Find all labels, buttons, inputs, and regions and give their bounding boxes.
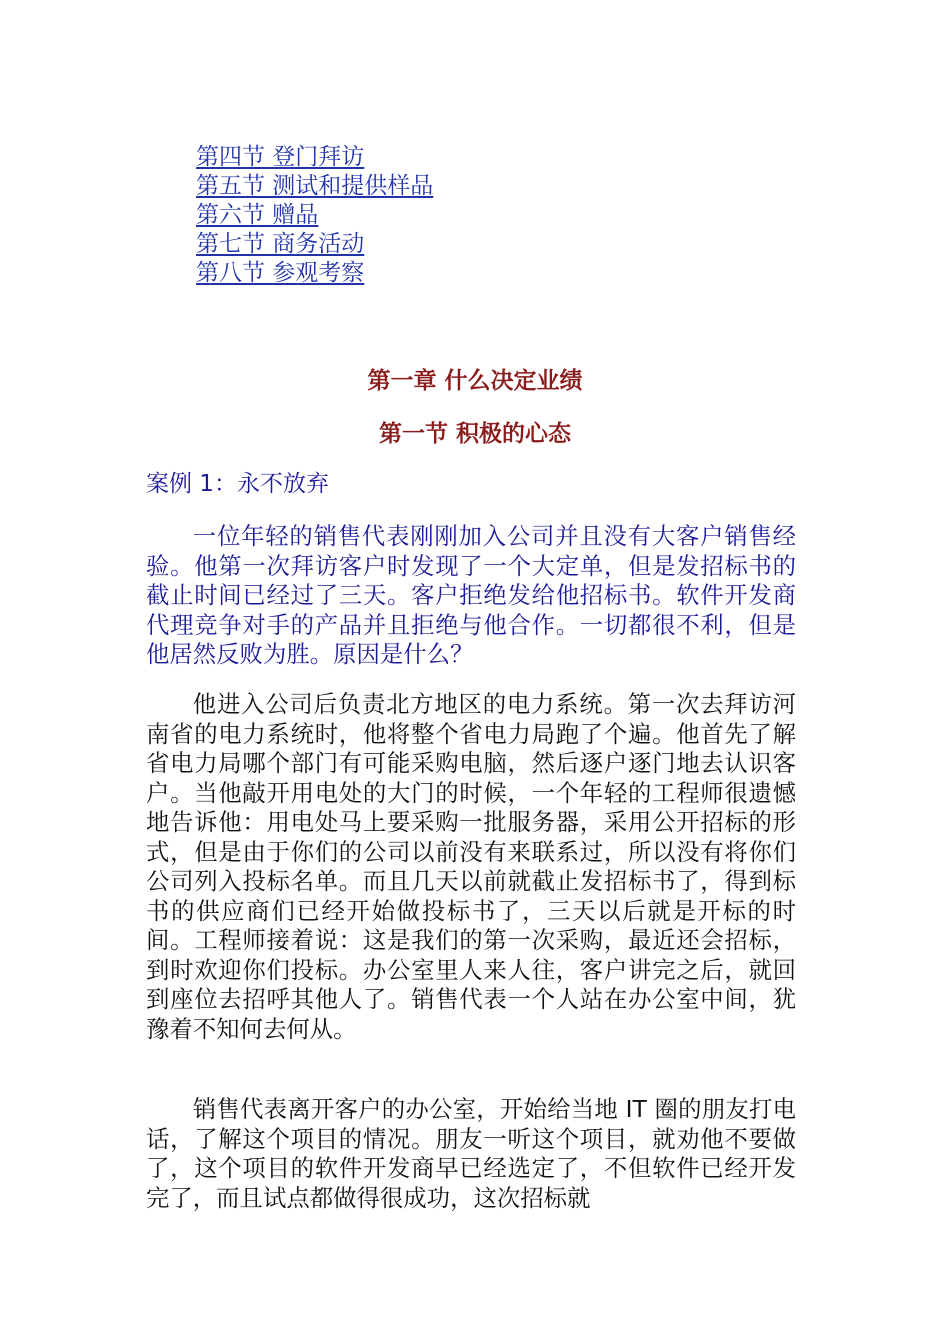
toc-link-section-5[interactable]: 第五节 测试和提供样品 bbox=[196, 173, 434, 199]
body-paragraph-3: 销售代表离开客户的办公室，开始给当地 IT 圈的朋友打电话，了解这个项目的情况。朋友一听这个项目，就劝他不要做了，这个项目的软件开发商早已经选定了，不但软件已经开发完了，而且试点都做得很成功，这次招标就 bbox=[146, 1095, 796, 1212]
chapter-title: 第一章 什么决定业绩 bbox=[367, 368, 583, 394]
body-paragraph-1: 一位年轻的销售代表刚刚加入公司并且没有大客户销售经验。他第一次拜访客户时发现了一个大定单，但是发招标书的截止时间已经过了三天。客户拒绝发给他招标书。软件开发商代理竞争对手的产品并且拒绝与他合作。一切都很不利，但是他居然反败为胜。原因是什么？ bbox=[146, 522, 796, 668]
body-paragraph-2: 他进入公司后负责北方地区的电力系统。第一次去拜访河南省的电力系统时，他将整个省电力局跑了个遍。他首先了解省电力局哪个部门有可能采购电脑，然后逐户逐门地去认识客户。当他敲开用电处的大门的时候，一个年轻的工程师很遗憾地告诉他：用电处马上要采购一批服务器，采用公开招标的形式，但是由于你们的公司以前没有来联系过，所以没有将你们公司列入投标名单。而且几天以前就截止发招标书了，得到标书的供应商们已经开始做投标书了，三天以后就是开标的时间。工程师接着说：这是我们的第一次采购，最近还会招标，到时欢迎你们投标。办公室里人来人往，客户讲完之后，就回到座位去招呼其他人了。销售代表一个人站在办公室中间，犹豫着不知何去何从。 bbox=[146, 690, 796, 1043]
toc-link-section-6[interactable]: 第六节 赠品 bbox=[196, 202, 319, 228]
toc-item[interactable] bbox=[196, 143, 433, 172]
toc-link-section-7[interactable]: 第七节 商务活动 bbox=[196, 231, 365, 257]
toc-item[interactable] bbox=[196, 230, 433, 259]
toc-link-section-8[interactable]: 第八节 参观考察 bbox=[196, 260, 365, 286]
table-of-contents bbox=[196, 143, 433, 288]
toc-item[interactable] bbox=[196, 172, 433, 201]
toc-item[interactable] bbox=[196, 259, 433, 288]
toc-item[interactable] bbox=[196, 201, 433, 230]
section-title: 第一节 积极的心态 bbox=[378, 421, 571, 447]
toc-link-section-4[interactable]: 第四节 登门拜访 bbox=[196, 144, 365, 170]
case-heading: 案例 1：永不放弃 bbox=[146, 471, 329, 497]
